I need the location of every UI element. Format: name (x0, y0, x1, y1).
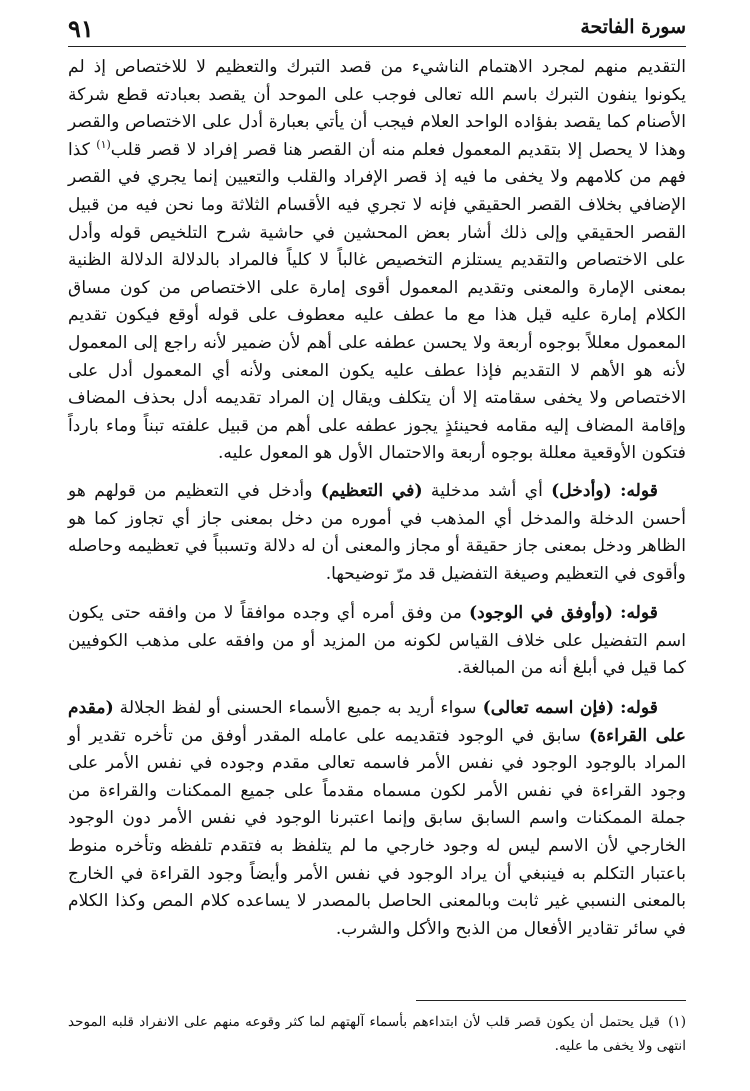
main-text (68, 54, 686, 955)
paragraph-2-text-b: وأدخل في التعظيم من قولهم هو أحسن الدخلة والمدخل أي المذهب في أموره من دخل بمعنى جاز أي تجاوز كما هو الظاهر ودخل بمعنى جاز حقيقة أو مجاز والمعنى أن له دلالة وتسبباً في تعظيمه وحاصله وأقوى في التعظيم وصيغة التفضيل قد مرّ توضيحها. (68, 480, 686, 584)
qawluhu-label: قوله: (620, 698, 658, 719)
footnote-text: قيل يحتمل أن يكون قصر قلب لأن ابتداءهم بأسماء آلهتهم لما كثر وقوعه منهم على الانفراد قلبه الموحد انتهى ولا يخفى ما عليه. (68, 1014, 686, 1054)
paragraph-1-text-a: التقديم منهم لمجرد الاهتمام الناشيء من قصد التبرك والتعظيم لا للاختصاص إذ لم يكونوا ينفون التبرك باسم الله تعالى فوجب على الموحد أن يقصد بعبادته قطع شركة الأصنام كما يقصد بفؤاده الواحد العلام فيجب أن يأتي بعبارة أدل على الاختصاص والقصر وهذا لا يحصل إلا بتقديم المعمول فعلم منه أن القصر هنا قصر إفراد لا قصر قلب (68, 57, 686, 160)
paragraph-1-text-b: كذا فهم من كلامهم ولا يخفى ما فيه إذ قصر الإفراد والقلب والتعيين إنما يجري في القصر الإضافي بخلاف القصر الحقيقي فإنه لا تجري فيه الأقسام الثلاثة وما نحن فيه من قبيل القصر الحقيقي وإلى ذلك أشار بعض المحشين في حاشية شرح التلخيص قوله وأدل على الاختصاص والتقديم يستلزم التخصيص غالباً لا كلياً فالمراد بالدلالة الدلالة الظنية بمعنى الإمارة والمعنى وتقديم المعمول أقوى إمارة على الاختصاص من كون مساق الكلام إمارة عليه قيل هذا مع ما عطف عليه معطوف على قوله أوقع فيكون تقديم المعمول معللاً بوجوه أربعة ولا يحسن عطفه على أهم لأن ضمير لأنه راجع إلى المعمول لأنه هو الأهم لا التقديم فإذا عطف عليه يكون المعنى ولأنه أي المعمول أدل على الاختصاص ولا يخفى سقامته إلا أن يتكلف ويقال إن المراد تقديمه أدل بحذف المضاف وإقامة المضاف إليه مقامه فحينئذٍ يجوز عطفه على أهم من قبيل علفته تبناً وماء بارداً فتكون الأوقعية معللة بوجوه أربعة والاحتمال الأول هو المعول عليه. (68, 139, 686, 464)
footnote-mark: (١) (668, 1014, 686, 1030)
running-title: سورة الفاتحة (580, 16, 686, 38)
qawluhu-label: قوله: (620, 480, 658, 501)
paragraph-4-text-b: سابق في الوجود فتقديمه على عامله المقدر أوفق من تأخره تقدير أو المراد بالوجود الوجود في نفس الأمر فاسمه تعالى مقدم وجوده في نفس الأمر على وجود القراءة في نفس الأمر لكون مسماه مقدماً على جميع الممكنات والقراءة من جملة الممكنات واسم السابق سابق وإنما اعتبرنا الوجود في نفس الأمر دون الوجود الخارجي لأن الاسم ليس له وجود خارجي ما لم يتلفظ به فتقدم تلفظه وتأخره منوط باعتبار التكلم به فينبغي أن يراد الوجود في نفس الأمر وأيضاً وجود القراءة في الخارج بالمعنى النسبي غير ثابت وبالمعنى الحاصل بالمصدر لا يساعده كلام المص وكذا الكلام في سائر تقادير الأفعال من الذبح والأكل والشرب. (68, 725, 686, 939)
paragraph-3-text: من وفق أمره أي وجده موافقاً لا من وافقه حتى يكون اسم التفضيل على خلاف القياس لكونه من المزيد أو من وافقه على مذهب الكوفيين كما قيل في أبلغ أنه من المبالغة. (68, 603, 686, 679)
page-number: ٩١ (68, 14, 94, 43)
page-header (68, 14, 686, 47)
lemma-muqaddam: (مقدم على القراءة) (68, 698, 686, 746)
lemma-fi-altazim: (في التعظيم) (320, 480, 423, 501)
lemma-fa-inna-ismahu: (فإن اسمه تعالى) (482, 698, 615, 719)
lemma-wa-adkhal: (وأدخل) (551, 480, 612, 501)
paragraph-4 (68, 695, 686, 943)
lemma-awfaq: (وأوفق في الوجود) (469, 603, 614, 624)
paragraph-2 (68, 478, 686, 588)
footnote (68, 1010, 686, 1058)
paragraph-2-text-a: أي أشد مدخلية (422, 480, 552, 501)
paragraph-4-text-a: سواء أريد به جميع الأسماء الحسنى أو لفظ الجلالة (113, 698, 483, 719)
qawluhu-label: قوله: (620, 603, 659, 624)
paragraph-1: التقديم منهم لمجرد الاهتمام الناشيء من قصد التبرك والتعظيم لا للاختصاص إذ لم يكونوا ينفون التبرك باسم الله تعالى فوجب على الموحد أن يقصد بعبادته قطع شركة الأصنام كما يقصد بفؤاده الواحد العلام فيجب أن يأتي بعبارة أدل على الاختصاص والقصر وهذا لا يحصل إلا بتقديم المعمول فعلم منه أن القصر هنا قصر إفراد لا قصر قلب$^{(١)}$ كذا فهم من كلامهم ولا يخفى ما فيه إذ قصر الإفراد والقلب والتعيين إنما يجري في القصر الإضافي بخلاف القصر الحقيقي فإنه لا تجري فيه الأقسام الثلاثة وما نحن فيه من قبيل القصر الحقيقي وإلى ذلك أشار بعض المحشين في حاشية شرح التلخيص قوله وأدل على الاختصاص والتقديم يستلزم التخصيص غالباً لا كلياً فالمراد بالدلالة الدلالة الظنية بمعنى الإمارة والمعنى وتقديم المعمول أقوى إمارة على الاختصاص من كون مساق الكلام إمارة عليه قيل هذا مع ما عطف عليه معطوف على قوله أوقع فيكون تقديم المعمول معللاً بوجوه أربعة ولا يحسن عطفه على أهم لأن ضمير لأنه راجع إلى المعمول لأنه هو الأهم لا التقديم فإذا عطف عليه يكون المعنى ولأنه أي المعمول أدل على الاختصاص ولا يخفى سقامته إلا أن يتكلف ويقال إن المراد تقديمه أدل بحذف المضاف وإقامة المضاف إليه مقامه فحينئذٍ يجوز عطفه على أهم من قبيل علفته تبناً وماء بارداً فتكون الأوقعية معللة بوجوه أربعة والاحتمال الأول هو المعول عليه. (68, 57, 686, 464)
footnote-divider (416, 1000, 686, 1001)
paragraph-3 (68, 600, 686, 683)
